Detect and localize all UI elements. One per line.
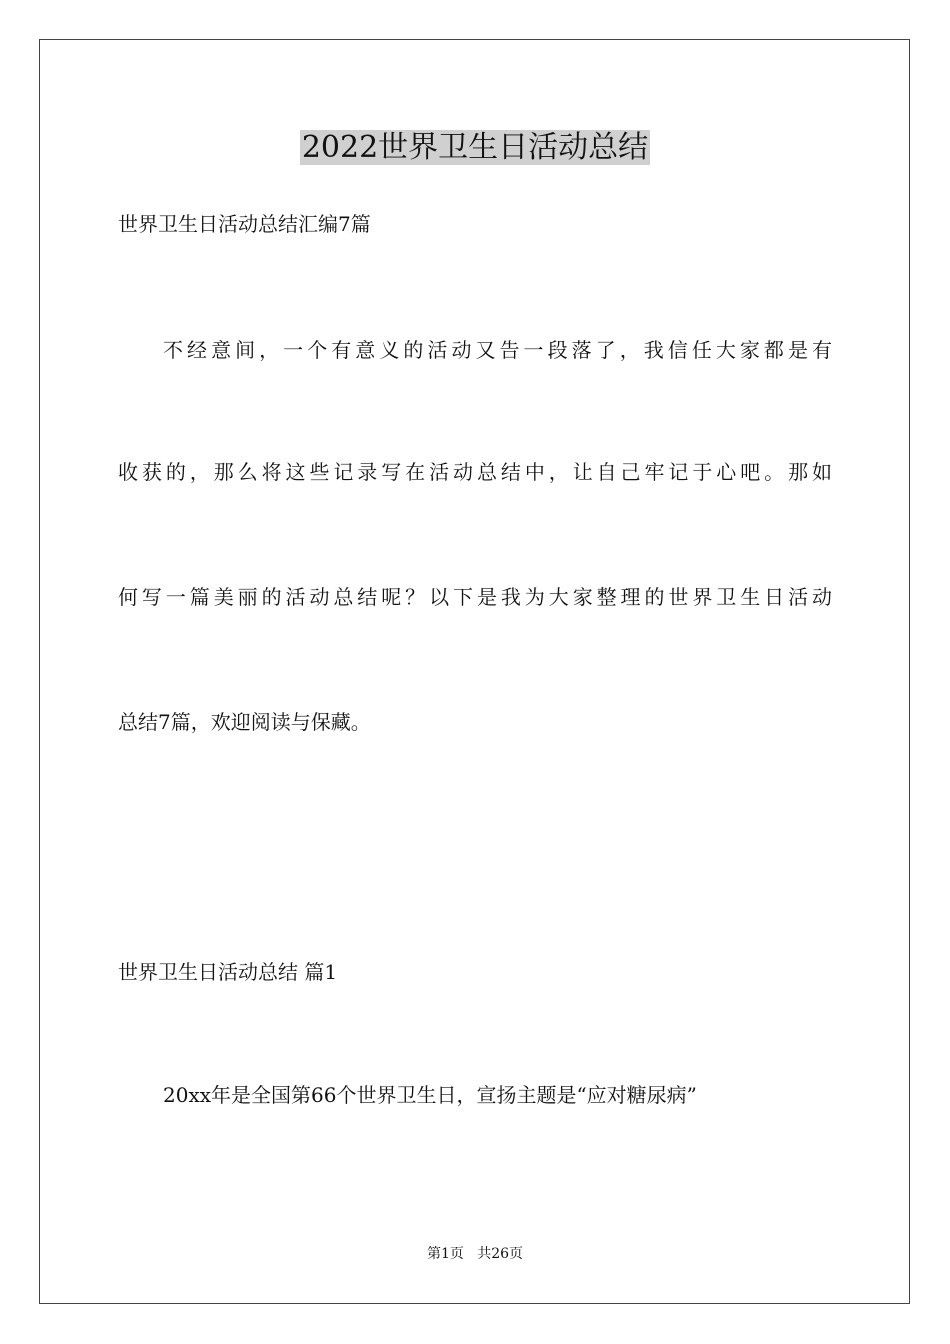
section-heading: 世界卫生日活动总结 篇1 <box>118 960 338 984</box>
document-subtitle: 世界卫生日活动总结汇编7篇 <box>118 212 371 236</box>
document-title <box>0 126 950 170</box>
intro-line-2: 收获的，那么将这些记录写在活动总结中，让自己牢记于心吧。那如 <box>118 460 832 484</box>
intro-line-4: 总结7篇，欢迎阅读与保藏。 <box>118 710 371 734</box>
document-title-text: 2022世界卫生日活动总结 <box>301 130 649 165</box>
intro-line-1: 不经意间，一个有意义的活动又告一段落了，我信任大家都是有 <box>163 338 832 362</box>
intro-line-3: 何写一篇美丽的活动总结呢？以下是我为大家整理的世界卫生日活动 <box>118 585 832 609</box>
section-line-1: 20xx年是全国第66个世界卫生日，宣扬主题是“应对糖尿病” <box>163 1083 697 1107</box>
page-number-footer: 第1页 共26页 <box>426 1246 524 1262</box>
